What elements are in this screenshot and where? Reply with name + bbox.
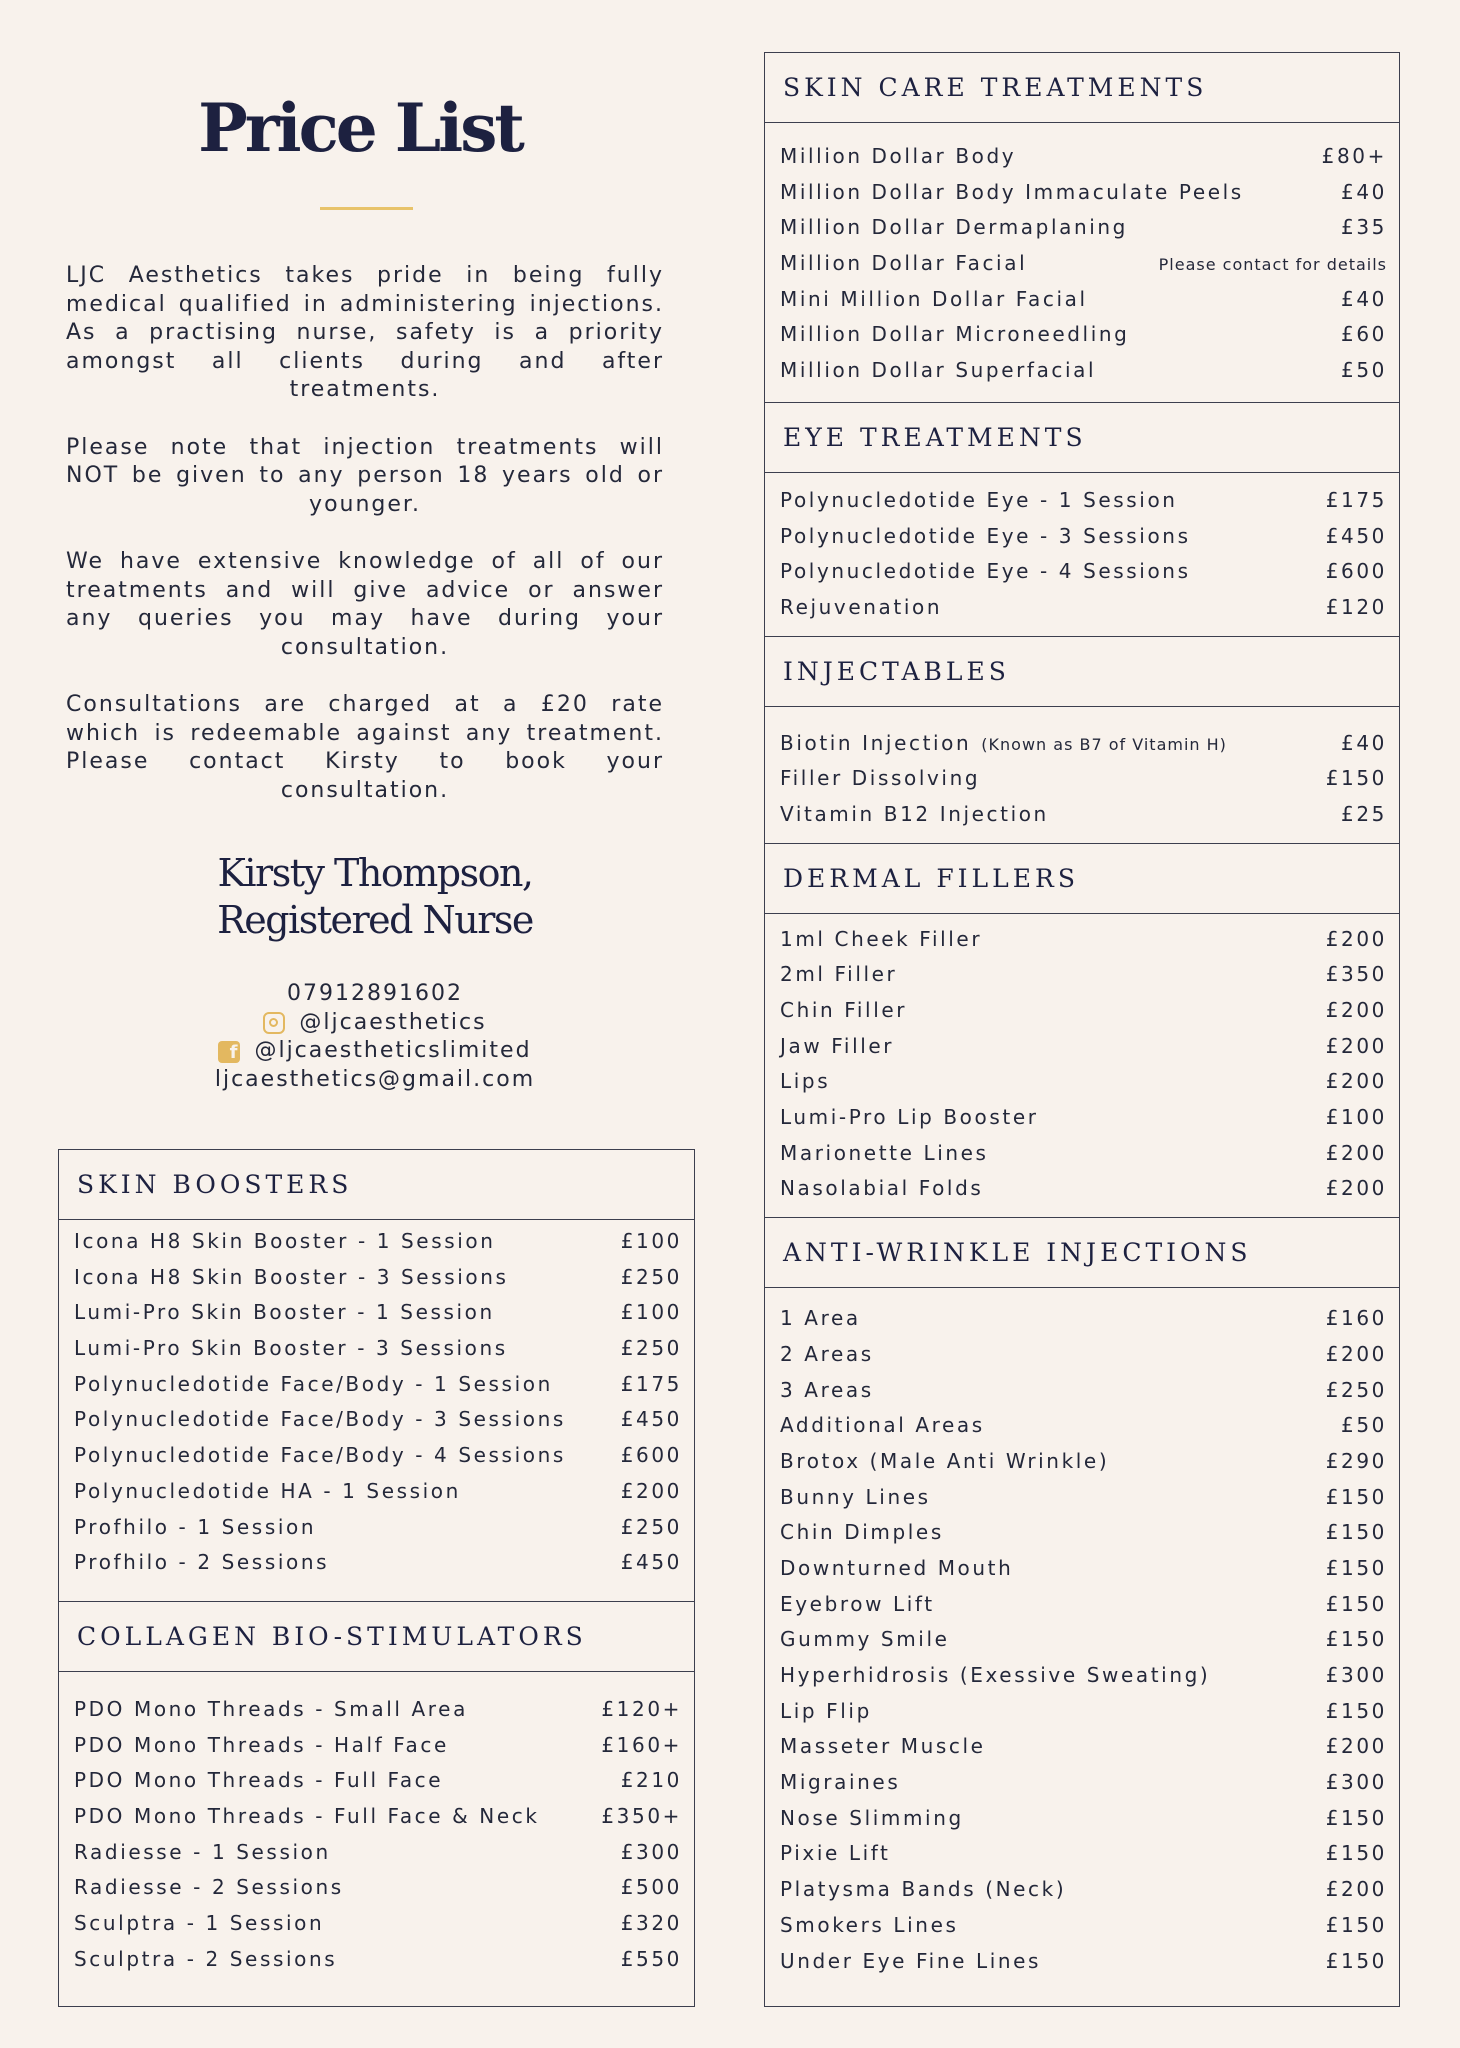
item-name: Polynucledotide HA - 1 Session	[74, 1478, 461, 1503]
item-name: Million Dollar Microneedling	[780, 322, 1130, 347]
price-item	[780, 1658, 1387, 1694]
item-name: Polynucledotide Face/Body - 3 Sessions	[74, 1407, 566, 1432]
item-price: £150	[1325, 1698, 1387, 1723]
price-item	[780, 554, 1387, 590]
item-name: Radiesse - 1 Session	[74, 1839, 331, 1864]
item-name-wrap	[780, 1622, 950, 1658]
price-item	[780, 1064, 1387, 1100]
item-name: Lip Flip	[780, 1698, 872, 1723]
item-price: £600	[1325, 559, 1387, 584]
item-name: Eyebrow Lift	[780, 1591, 935, 1616]
item-price: £300	[1325, 1770, 1387, 1795]
section-items	[765, 707, 1399, 843]
item-name-wrap	[780, 1587, 935, 1623]
item-name-wrap	[780, 1872, 1066, 1908]
item-price: £150	[1325, 1555, 1387, 1580]
item-name: Downturned Mouth	[780, 1555, 1014, 1580]
item-price: £250	[620, 1514, 682, 1539]
item-name: Polynucledotide Eye - 4 Sessions	[780, 559, 1191, 584]
item-price: £350	[1325, 962, 1387, 987]
section-items	[765, 1288, 1399, 1979]
item-name: PDO Mono Threads - Half Face	[74, 1732, 449, 1757]
price-item	[74, 1367, 682, 1403]
item-price: £300	[1325, 1663, 1387, 1687]
item-name: Million Dollar Body Immaculate Peels	[780, 179, 1244, 204]
price-item	[780, 1694, 1387, 1730]
price-item	[74, 1260, 682, 1296]
item-name: 1ml Cheek Filler	[780, 926, 983, 951]
price-item	[780, 1836, 1387, 1872]
price-item	[74, 1295, 682, 1331]
intro-paragraph: We have extensive knowledge of all of our treatments and will give advice or answer any queries you may have during your consultation.	[66, 548, 664, 660]
price-item	[780, 483, 1387, 519]
price-item	[780, 1551, 1387, 1587]
item-price: £150	[1325, 766, 1387, 791]
item-name-wrap	[780, 993, 907, 1029]
item-name: Under Eye Fine Lines	[780, 1948, 1042, 1973]
section-heading: SKIN BOOSTERS	[59, 1150, 694, 1220]
section-eye-treatments	[765, 403, 1399, 637]
item-name: Hyperhidrosis (Exessive Sweating)	[780, 1663, 1211, 1687]
section-items	[765, 473, 1399, 636]
section-skin-boosters	[59, 1150, 694, 1602]
item-name-wrap	[74, 1799, 540, 1835]
section-heading: INJECTABLES	[765, 637, 1399, 707]
item-price: £200	[620, 1478, 682, 1503]
item-name-wrap	[780, 483, 1178, 519]
item-name-wrap	[780, 1444, 1109, 1480]
item-price: £150	[1325, 1948, 1387, 1973]
facebook-icon: f	[218, 1041, 240, 1063]
item-name-wrap	[780, 1408, 985, 1444]
left-price-box	[58, 1149, 695, 2007]
item-name: Platysma Bands (Neck)	[780, 1877, 1067, 1902]
item-price: £25	[1341, 801, 1387, 826]
item-name-wrap	[74, 1367, 553, 1403]
price-item	[780, 726, 1387, 762]
phone-row	[100, 980, 650, 1009]
item-price: £40	[1341, 286, 1387, 311]
item-price: £450	[620, 1550, 682, 1575]
price-item	[780, 590, 1387, 626]
price-item	[780, 1801, 1387, 1837]
item-name-wrap	[74, 1438, 566, 1474]
item-name: Polynucledotide Eye - 1 Session	[780, 487, 1178, 512]
intro-text	[66, 262, 664, 834]
item-price: £100	[620, 1229, 682, 1253]
item-price: £160	[1325, 1306, 1387, 1331]
item-name: Sculptra - 2 Sessions	[74, 1946, 338, 1971]
item-price: £160+	[601, 1732, 682, 1757]
item-price: £35	[1341, 215, 1387, 240]
item-name-wrap	[780, 1373, 874, 1409]
section-heading: DERMAL FILLERS	[765, 844, 1399, 914]
price-item	[74, 1474, 682, 1510]
item-name: Lumi-Pro Skin Booster - 1 Session	[74, 1300, 495, 1325]
item-price: £200	[1325, 1734, 1387, 1759]
item-name-wrap	[780, 1551, 1013, 1587]
item-price: £150	[1325, 1912, 1387, 1937]
item-price: £120	[1325, 594, 1387, 619]
item-name-wrap	[74, 1835, 331, 1871]
section-items	[765, 123, 1399, 402]
item-name-wrap	[780, 957, 897, 993]
item-price: £120+	[601, 1696, 682, 1721]
item-name-wrap	[780, 1515, 944, 1551]
item-name-wrap	[780, 797, 1049, 833]
section-heading: COLLAGEN BIO-STIMULATORS	[59, 1602, 694, 1672]
item-name: 2 Areas	[780, 1341, 874, 1366]
title-divider	[320, 207, 413, 210]
item-price: £150	[1325, 1520, 1387, 1545]
item-name: PDO Mono Threads - Full Face & Neck	[74, 1803, 540, 1828]
price-item	[74, 1224, 682, 1260]
price-item	[780, 1029, 1387, 1065]
item-name-wrap	[780, 1908, 959, 1944]
item-name-wrap	[780, 353, 1096, 389]
phone-number[interactable]: 07912891602	[287, 981, 463, 1006]
item-price: £200	[1325, 1033, 1387, 1058]
item-name-wrap	[74, 1402, 566, 1438]
item-name: Additional Areas	[780, 1413, 985, 1438]
item-price: £80+	[1321, 144, 1387, 168]
item-name-wrap	[74, 1224, 496, 1260]
item-name-wrap	[780, 1064, 830, 1100]
section-injectables	[765, 637, 1399, 844]
item-name-wrap	[780, 1729, 986, 1765]
item-name: PDO Mono Threads - Full Face	[74, 1768, 444, 1793]
item-price: £250	[620, 1264, 682, 1289]
price-item	[780, 1444, 1387, 1480]
item-name-wrap	[780, 1658, 1210, 1694]
instagram-handle[interactable]: @ljcaesthetics	[299, 1009, 487, 1035]
item-name-wrap	[780, 1694, 872, 1730]
price-item	[780, 1622, 1387, 1658]
item-price: £200	[1325, 1069, 1387, 1094]
item-name-wrap	[780, 1337, 874, 1373]
price-item	[780, 1408, 1387, 1444]
right-price-box	[764, 52, 1400, 2007]
email-address[interactable]: ljcaesthetics@gmail.com	[214, 1067, 536, 1093]
item-name: Million Dollar Dermaplaning	[780, 215, 1128, 240]
page-title: Price List	[198, 89, 522, 167]
item-name-wrap	[74, 1295, 495, 1331]
item-name: Profhilo - 2 Sessions	[74, 1550, 330, 1575]
facebook-handle[interactable]: @ljcaestheticslimited	[254, 1038, 532, 1064]
price-item	[780, 1171, 1387, 1207]
price-item	[780, 1100, 1387, 1136]
email-row	[100, 1066, 650, 1095]
item-name-wrap	[74, 1510, 316, 1546]
price-item	[780, 139, 1387, 175]
price-item	[780, 175, 1387, 211]
price-item	[780, 993, 1387, 1029]
signature-name: Kirsty Thompson,	[217, 851, 533, 895]
item-name: Profhilo - 1 Session	[74, 1514, 317, 1539]
item-name-wrap	[74, 1728, 449, 1764]
item-price: £200	[1325, 1341, 1387, 1366]
section-items	[59, 1220, 694, 1601]
item-name-wrap	[780, 1136, 989, 1172]
item-name-wrap	[780, 554, 1191, 590]
item-name-wrap	[780, 1801, 964, 1837]
intro-paragraph: LJC Aesthetics takes pride in being fully medical qualified in administering injections. As a practising nurse, safety is a priority amongst all clients during and after treatments.	[66, 263, 664, 403]
price-item	[780, 210, 1387, 246]
price-item	[780, 1908, 1387, 1944]
section-collagen-bio-stimulators	[59, 1602, 694, 1998]
intro-paragraph: Please note that injection treatments will NOT be given to any person 18 years old or younger.	[66, 434, 664, 517]
item-name: Million Dollar Body	[780, 144, 1017, 168]
item-name: Icona H8 Skin Booster - 3 Sessions	[74, 1264, 509, 1289]
item-name: Polynucledotide Face/Body - 4 Sessions	[74, 1443, 566, 1468]
item-price: £100	[620, 1300, 682, 1325]
item-price: £150	[1325, 1591, 1387, 1616]
item-name-wrap	[780, 1480, 931, 1516]
item-name-wrap	[780, 317, 1129, 353]
item-price: £320	[620, 1911, 682, 1935]
price-item	[780, 1515, 1387, 1551]
item-name-wrap	[780, 1100, 1039, 1136]
item-name-wrap	[780, 1765, 900, 1801]
item-name-wrap	[780, 922, 982, 958]
section-heading: SKIN CARE TREATMENTS	[765, 53, 1399, 123]
price-item	[780, 1729, 1387, 1765]
item-name-wrap	[780, 210, 1128, 246]
section-heading: ANTI-WRINKLE INJECTIONS	[765, 1218, 1399, 1288]
intro-paragraph: Consultations are charged at a £20 rate which is redeemable against any treatment. Please contact Kirsty to book your consultation.	[66, 691, 664, 803]
item-name: 1 Area	[780, 1306, 861, 1331]
item-name: Marionette Lines	[780, 1140, 989, 1165]
item-name: Sculptra - 1 Session	[74, 1911, 325, 1935]
item-price: £200	[1325, 1176, 1387, 1201]
item-name-wrap	[780, 175, 1244, 211]
item-name: Gummy Smile	[780, 1627, 950, 1652]
price-item	[74, 1331, 682, 1367]
price-item	[780, 353, 1387, 389]
instagram-row	[100, 1009, 650, 1038]
item-price: £60	[1341, 322, 1387, 347]
item-price: £450	[1325, 523, 1387, 548]
item-name-wrap	[780, 519, 1191, 555]
item-note: (Known as B7 of Vitamin H)	[981, 734, 1227, 754]
price-item	[74, 1692, 682, 1728]
item-name-wrap	[780, 590, 942, 626]
item-name-wrap	[780, 1301, 861, 1337]
item-price: £500	[620, 1875, 682, 1900]
item-price: £550	[620, 1946, 682, 1971]
item-name: Filler Dissolving	[780, 766, 981, 791]
section-items	[59, 1672, 694, 1998]
instagram-icon	[263, 1012, 285, 1034]
price-item	[780, 1373, 1387, 1409]
item-name-wrap	[74, 1692, 468, 1728]
section-items	[765, 914, 1399, 1218]
price-item	[74, 1438, 682, 1474]
item-name: Radiesse - 2 Sessions	[74, 1875, 344, 1900]
item-price: £200	[1325, 926, 1387, 951]
item-name: Icona H8 Skin Booster - 1 Session	[74, 1229, 496, 1253]
item-name: Million Dollar Facial	[780, 251, 1028, 276]
price-item	[74, 1763, 682, 1799]
item-price: £250	[620, 1336, 682, 1361]
item-name-wrap	[74, 1331, 508, 1367]
item-price: £290	[1325, 1448, 1387, 1473]
item-name-wrap	[780, 139, 1016, 175]
item-name-wrap	[74, 1260, 509, 1296]
item-name: Lumi-Pro Skin Booster - 3 Sessions	[74, 1336, 508, 1361]
item-name: Bunny Lines	[780, 1484, 931, 1509]
item-price: £40	[1341, 730, 1387, 755]
price-item	[780, 1765, 1387, 1801]
price-item	[74, 1510, 682, 1546]
item-price: Please contact for details	[1158, 255, 1387, 275]
item-name: Migraines	[780, 1770, 901, 1795]
price-item	[780, 797, 1387, 833]
price-item	[780, 1944, 1387, 1980]
item-name-wrap	[780, 1836, 890, 1872]
item-name: Jaw Filler	[780, 1033, 895, 1058]
item-name: Nose Slimming	[780, 1805, 964, 1830]
item-name: Mini Million Dollar Facial	[780, 286, 1088, 311]
item-price: £40	[1341, 179, 1387, 204]
section-anti-wrinkle-injections	[765, 1218, 1399, 1979]
item-price: £200	[1325, 998, 1387, 1022]
item-name-wrap	[780, 246, 1027, 282]
price-item	[74, 1799, 682, 1835]
item-name: Vitamin B12 Injection	[780, 801, 1049, 826]
price-item	[780, 957, 1387, 993]
signature	[100, 850, 650, 944]
price-item	[780, 1587, 1387, 1623]
item-price: £600	[620, 1443, 682, 1468]
item-name: 3 Areas	[780, 1377, 874, 1402]
item-name-wrap	[74, 1763, 443, 1799]
contact-block	[100, 980, 650, 1095]
item-name-wrap	[780, 726, 1227, 763]
item-name: Lumi-Pro Lip Booster	[780, 1105, 1039, 1130]
item-price: £175	[620, 1371, 682, 1396]
price-item	[780, 922, 1387, 958]
price-item	[780, 1337, 1387, 1373]
item-price: £150	[1325, 1841, 1387, 1866]
price-item	[74, 1870, 682, 1906]
price-item	[780, 761, 1387, 797]
price-item	[780, 246, 1387, 282]
section-dermal-fillers	[765, 844, 1399, 1219]
price-item	[780, 1480, 1387, 1516]
item-name: Chin Dimples	[780, 1520, 944, 1545]
item-price: £175	[1325, 487, 1387, 512]
item-name: Nasolabial Folds	[780, 1176, 984, 1201]
item-name: Lips	[780, 1069, 831, 1094]
section-heading: EYE TREATMENTS	[765, 403, 1399, 473]
item-price: £150	[1325, 1627, 1387, 1652]
item-name-wrap	[780, 1171, 983, 1207]
item-name: Polynucledotide Eye - 3 Sessions	[780, 523, 1191, 548]
price-item	[74, 1402, 682, 1438]
item-price: £50	[1341, 358, 1387, 383]
item-price: £50	[1341, 1413, 1387, 1438]
item-price: £450	[620, 1407, 682, 1432]
item-name-wrap	[74, 1942, 337, 1978]
item-name: 2ml Filler	[780, 962, 898, 987]
item-price: £150	[1325, 1484, 1387, 1509]
price-item	[780, 1872, 1387, 1908]
price-item	[780, 519, 1387, 555]
item-name: Masseter Muscle	[780, 1734, 986, 1759]
item-name: Polynucledotide Face/Body - 1 Session	[74, 1371, 553, 1396]
item-name: Million Dollar Superfacial	[780, 358, 1097, 383]
price-item	[74, 1835, 682, 1871]
price-item	[74, 1942, 682, 1978]
price-item	[74, 1906, 682, 1942]
item-price: £100	[1325, 1105, 1387, 1130]
item-price: £210	[620, 1768, 682, 1793]
price-item	[74, 1545, 682, 1581]
item-name: Rejuvenation	[780, 594, 943, 619]
item-name-wrap	[780, 1029, 894, 1065]
item-name: Smokers Lines	[780, 1912, 959, 1937]
item-name-wrap	[74, 1474, 461, 1510]
item-name-wrap	[74, 1870, 344, 1906]
section-skin-care-treatments	[765, 53, 1399, 403]
item-name-wrap	[74, 1906, 324, 1942]
item-price: £200	[1325, 1140, 1387, 1165]
facebook-row	[100, 1037, 650, 1066]
item-name: PDO Mono Threads - Small Area	[74, 1696, 468, 1721]
item-name-wrap	[780, 1944, 1041, 1980]
price-item	[780, 282, 1387, 318]
item-name-wrap	[74, 1545, 329, 1581]
price-item	[780, 1136, 1387, 1172]
item-name: Brotox (Male Anti Wrinkle)	[780, 1448, 1110, 1473]
price-item	[780, 1301, 1387, 1337]
item-price: £250	[1325, 1377, 1387, 1402]
item-name: Biotin Injection	[780, 730, 972, 755]
signature-role: Registered Nurse	[217, 898, 533, 942]
item-price: £150	[1325, 1805, 1387, 1830]
item-name-wrap	[780, 761, 980, 797]
price-item	[780, 317, 1387, 353]
item-price: £200	[1325, 1877, 1387, 1902]
item-price: £350+	[601, 1803, 682, 1828]
item-name-wrap	[780, 282, 1088, 318]
item-name: Pixie Lift	[780, 1841, 891, 1866]
price-item	[74, 1728, 682, 1764]
item-name: Chin Filler	[780, 998, 908, 1022]
item-price: £300	[620, 1839, 682, 1864]
